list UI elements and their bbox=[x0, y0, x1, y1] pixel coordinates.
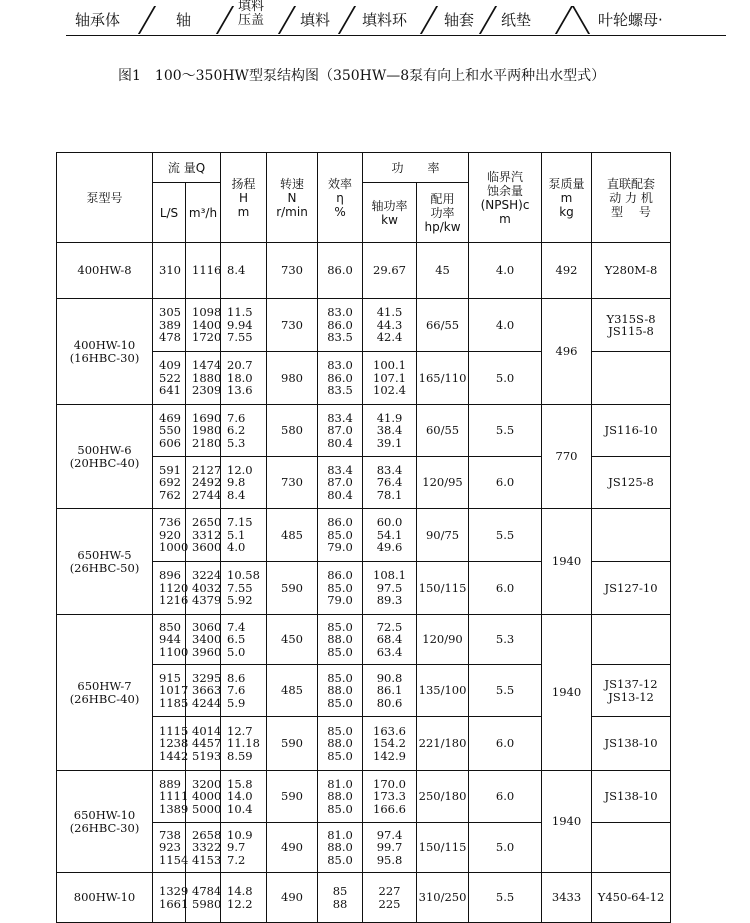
motor-model: JS125-8 bbox=[592, 457, 671, 509]
speed: 490 bbox=[267, 823, 318, 873]
flow-m3h: 2658 3322 4153 bbox=[186, 823, 221, 873]
shaft-power: 41.9 38.4 39.1 bbox=[363, 405, 417, 457]
matched-power: 221/180 bbox=[417, 717, 469, 771]
header-matched-power: 配用 功率 hp/kw bbox=[417, 183, 469, 243]
flow-m3h: 4784 5980 bbox=[186, 873, 221, 923]
header-speed: 转速 N r/min bbox=[267, 153, 318, 243]
efficiency: 83.4 87.0 80.4 bbox=[318, 405, 363, 457]
shaft-power: 163.6 154.2 142.9 bbox=[363, 717, 417, 771]
label-underline bbox=[66, 35, 726, 36]
flow-ls: 310 bbox=[153, 243, 186, 299]
header-shaft-power: 轴功率 kw bbox=[363, 183, 417, 243]
figure-caption: 图1 100～350HW型泵结构图（350HW—8泵有向上和水平两种出水型式） bbox=[118, 68, 606, 84]
flow-ls: 305 389 478 bbox=[153, 299, 186, 352]
flow-ls: 738 923 1154 bbox=[153, 823, 186, 873]
pump-mass: 492 bbox=[542, 243, 592, 299]
table-row bbox=[57, 243, 671, 299]
speed: 590 bbox=[267, 717, 318, 771]
pump-model: 650HW-7 (26HBC-40) bbox=[57, 615, 153, 771]
flow-m3h: 1098 1400 1720 bbox=[186, 299, 221, 352]
header-pump-mass: 泵质量 m kg bbox=[542, 153, 592, 243]
head-m: 11.5 9.94 7.55 bbox=[221, 299, 267, 352]
matched-power: 310/250 bbox=[417, 873, 469, 923]
shaft-power: 29.67 bbox=[363, 243, 417, 299]
matched-power: 120/95 bbox=[417, 457, 469, 509]
table-row bbox=[57, 873, 671, 923]
part-label-bearing-body: 轴承体 bbox=[75, 11, 121, 29]
header-head: 扬程 H m bbox=[221, 153, 267, 243]
efficiency: 86.0 85.0 79.0 bbox=[318, 509, 363, 562]
pump-model: 400HW-10 (16HBC-30) bbox=[57, 299, 153, 405]
table-row bbox=[57, 299, 671, 352]
matched-power: 250/180 bbox=[417, 771, 469, 823]
speed: 730 bbox=[267, 457, 318, 509]
npsh: 5.5 bbox=[469, 509, 542, 562]
matched-power: 90/75 bbox=[417, 509, 469, 562]
efficiency: 83.0 86.0 83.5 bbox=[318, 299, 363, 352]
head-m: 7.4 6.5 5.0 bbox=[221, 615, 267, 665]
motor-model: JS138-10 bbox=[592, 771, 671, 823]
speed: 730 bbox=[267, 299, 318, 352]
matched-power: 45 bbox=[417, 243, 469, 299]
flow-m3h: 3295 3663 4244 bbox=[186, 665, 221, 717]
pump-model: 400HW-8 bbox=[57, 243, 153, 299]
motor-model: JS116-10 bbox=[592, 405, 671, 457]
header-pump-model: 泵型号 bbox=[57, 153, 153, 243]
head-m: 20.7 18.0 13.6 bbox=[221, 352, 267, 405]
head-m: 7.6 6.2 5.3 bbox=[221, 405, 267, 457]
flow-m3h: 2650 3312 3600 bbox=[186, 509, 221, 562]
efficiency: 85.0 88.0 85.0 bbox=[318, 615, 363, 665]
motor-model: JS127-10 bbox=[592, 562, 671, 615]
speed: 980 bbox=[267, 352, 318, 405]
pump-mass: 1940 bbox=[542, 615, 592, 771]
flow-ls: 915 1017 1185 bbox=[153, 665, 186, 717]
head-m: 12.7 11.18 8.59 bbox=[221, 717, 267, 771]
speed: 485 bbox=[267, 509, 318, 562]
flow-m3h: 1690 1980 2180 bbox=[186, 405, 221, 457]
npsh: 6.0 bbox=[469, 457, 542, 509]
pump-mass: 1940 bbox=[542, 509, 592, 615]
part-label-paper-gasket: 纸垫 bbox=[501, 11, 532, 29]
flow-m3h: 4014 4457 5193 bbox=[186, 717, 221, 771]
part-label-impeller-nut: 叶轮螺母· bbox=[598, 11, 663, 29]
part-label-gland: 填料 压盖 bbox=[238, 0, 265, 28]
speed: 730 bbox=[267, 243, 318, 299]
head-m: 10.9 9.7 7.2 bbox=[221, 823, 267, 873]
leader-line bbox=[278, 6, 296, 34]
efficiency: 81.0 88.0 85.0 bbox=[318, 771, 363, 823]
efficiency: 85.0 88.0 85.0 bbox=[318, 717, 363, 771]
matched-power: 60/55 bbox=[417, 405, 469, 457]
leader-line bbox=[479, 6, 497, 34]
leader-line bbox=[555, 6, 573, 34]
pump-model: 800HW-10 bbox=[57, 873, 153, 923]
matched-power: 165/110 bbox=[417, 352, 469, 405]
npsh: 5.0 bbox=[469, 823, 542, 873]
matched-power: 150/115 bbox=[417, 823, 469, 873]
shaft-power: 72.5 68.4 63.4 bbox=[363, 615, 417, 665]
part-label-shaft: 轴 bbox=[176, 11, 192, 29]
pump-performance-table bbox=[56, 152, 671, 923]
part-label-packing: 填料 bbox=[300, 11, 331, 29]
pump-mass: 1940 bbox=[542, 771, 592, 873]
pump-model: 650HW-5 (26HBC-50) bbox=[57, 509, 153, 615]
flow-ls: 736 920 1000 bbox=[153, 509, 186, 562]
motor-model: Y315S-8 JS115-8 bbox=[592, 299, 671, 352]
shaft-power: 227 225 bbox=[363, 873, 417, 923]
parts-label-strip bbox=[0, 0, 750, 40]
head-m: 8.6 7.6 5.9 bbox=[221, 665, 267, 717]
shaft-power: 108.1 97.5 89.3 bbox=[363, 562, 417, 615]
shaft-power: 41.5 44.3 42.4 bbox=[363, 299, 417, 352]
leader-line bbox=[216, 6, 234, 34]
table-row bbox=[57, 405, 671, 457]
flow-m3h: 3224 4032 4379 bbox=[186, 562, 221, 615]
flow-ls: 591 692 762 bbox=[153, 457, 186, 509]
matched-power: 150/115 bbox=[417, 562, 469, 615]
pump-mass: 3433 bbox=[542, 873, 592, 923]
header-power: 功 率 bbox=[363, 153, 469, 183]
head-m: 7.15 5.1 4.0 bbox=[221, 509, 267, 562]
pump-model: 500HW-6 (20HBC-40) bbox=[57, 405, 153, 509]
shaft-power: 170.0 173.3 166.6 bbox=[363, 771, 417, 823]
motor-model bbox=[592, 615, 671, 665]
matched-power: 66/55 bbox=[417, 299, 469, 352]
header-motor-model: 直联配套 动 力 机 型 号 bbox=[592, 153, 671, 243]
npsh: 5.3 bbox=[469, 615, 542, 665]
efficiency: 85.0 88.0 85.0 bbox=[318, 665, 363, 717]
pump-model: 650HW-10 (26HBC-30) bbox=[57, 771, 153, 873]
flow-ls: 1329 1661 bbox=[153, 873, 186, 923]
motor-model bbox=[592, 509, 671, 562]
head-m: 12.0 9.8 8.4 bbox=[221, 457, 267, 509]
leader-line bbox=[572, 6, 590, 34]
npsh: 6.0 bbox=[469, 717, 542, 771]
efficiency: 83.0 86.0 83.5 bbox=[318, 352, 363, 405]
motor-model bbox=[592, 823, 671, 873]
efficiency: 86.0 85.0 79.0 bbox=[318, 562, 363, 615]
head-m: 15.8 14.0 10.4 bbox=[221, 771, 267, 823]
speed: 580 bbox=[267, 405, 318, 457]
flow-m3h: 1116 bbox=[186, 243, 221, 299]
shaft-power: 60.0 54.1 49.6 bbox=[363, 509, 417, 562]
speed: 590 bbox=[267, 771, 318, 823]
flow-m3h: 3200 4000 5000 bbox=[186, 771, 221, 823]
efficiency: 83.4 87.0 80.4 bbox=[318, 457, 363, 509]
npsh: 6.0 bbox=[469, 771, 542, 823]
npsh: 6.0 bbox=[469, 562, 542, 615]
pump-mass: 770 bbox=[542, 405, 592, 509]
head-m: 14.8 12.2 bbox=[221, 873, 267, 923]
npsh: 5.5 bbox=[469, 873, 542, 923]
motor-model: JS138-10 bbox=[592, 717, 671, 771]
flow-m3h: 3060 3400 3960 bbox=[186, 615, 221, 665]
efficiency: 86.0 bbox=[318, 243, 363, 299]
part-label-packing-ring: 填料环 bbox=[362, 11, 408, 29]
shaft-power: 83.4 76.4 78.1 bbox=[363, 457, 417, 509]
header-flow-ls: L/S bbox=[153, 183, 186, 243]
speed: 450 bbox=[267, 615, 318, 665]
npsh: 4.0 bbox=[469, 299, 542, 352]
motor-model bbox=[592, 352, 671, 405]
table-row bbox=[57, 771, 671, 823]
pump-mass: 496 bbox=[542, 299, 592, 405]
leader-line bbox=[420, 6, 438, 34]
header-flow: 流 量Q bbox=[153, 153, 221, 183]
speed: 590 bbox=[267, 562, 318, 615]
flow-ls: 889 1111 1389 bbox=[153, 771, 186, 823]
motor-model: Y450-64-12 bbox=[592, 873, 671, 923]
part-label-shaft-sleeve: 轴套 bbox=[444, 11, 475, 29]
flow-m3h: 1474 1880 2309 bbox=[186, 352, 221, 405]
npsh: 5.5 bbox=[469, 405, 542, 457]
head-m: 10.58 7.55 5.92 bbox=[221, 562, 267, 615]
leader-line bbox=[138, 6, 156, 34]
npsh: 5.5 bbox=[469, 665, 542, 717]
flow-ls: 1115 1238 1442 bbox=[153, 717, 186, 771]
flow-m3h: 2127 2492 2744 bbox=[186, 457, 221, 509]
npsh: 5.0 bbox=[469, 352, 542, 405]
efficiency: 85 88 bbox=[318, 873, 363, 923]
shaft-power: 90.8 86.1 80.6 bbox=[363, 665, 417, 717]
header-npsh: 临界汽 蚀余量 (NPSH)c m bbox=[469, 153, 542, 243]
shaft-power: 97.4 99.7 95.8 bbox=[363, 823, 417, 873]
shaft-power: 100.1 107.1 102.4 bbox=[363, 352, 417, 405]
speed: 490 bbox=[267, 873, 318, 923]
table-row bbox=[57, 615, 671, 665]
matched-power: 135/100 bbox=[417, 665, 469, 717]
motor-model: Y280M-8 bbox=[592, 243, 671, 299]
matched-power: 120/90 bbox=[417, 615, 469, 665]
motor-model: JS137-12 JS13-12 bbox=[592, 665, 671, 717]
speed: 485 bbox=[267, 665, 318, 717]
leader-line bbox=[338, 6, 356, 34]
flow-ls: 409 522 641 bbox=[153, 352, 186, 405]
efficiency: 81.0 88.0 85.0 bbox=[318, 823, 363, 873]
flow-ls: 850 944 1100 bbox=[153, 615, 186, 665]
header-flow-m3h: m³/h bbox=[186, 183, 221, 243]
npsh: 4.0 bbox=[469, 243, 542, 299]
flow-ls: 896 1120 1216 bbox=[153, 562, 186, 615]
table-row bbox=[57, 509, 671, 562]
header-efficiency: 效率 η % bbox=[318, 153, 363, 243]
head-m: 8.4 bbox=[221, 243, 267, 299]
flow-ls: 469 550 606 bbox=[153, 405, 186, 457]
